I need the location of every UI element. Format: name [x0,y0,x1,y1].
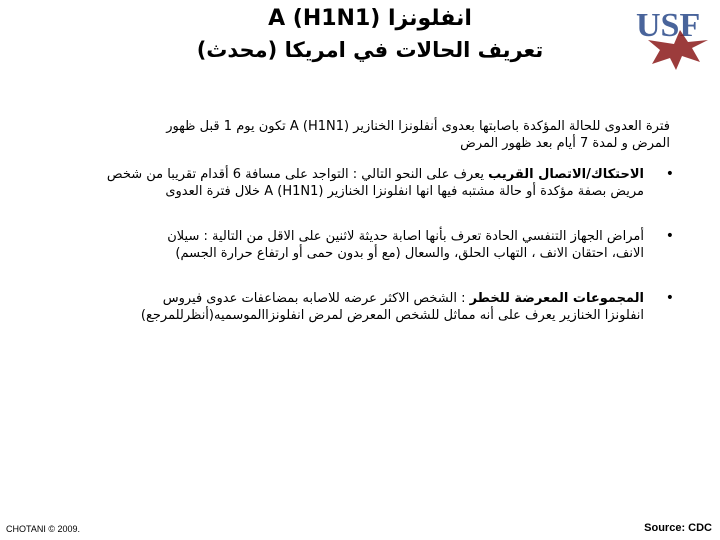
svg-text:USF: USF [636,7,701,44]
bullet-dot: • [665,290,674,306]
bullet-dot: • [665,166,674,182]
bullet-line-2: الانف، احتقان الانف ، التهاب الحلق، والسعال (مع أو بدون حمى أو ارتفاع حرارة الجسم) [175,246,644,261]
bullet-item [40,228,690,262]
bullet-dot: • [665,228,674,244]
copyright-footer: CHOTANI © 2009. [6,524,80,534]
bullet-text: : الشخص الاكثر عرضه للاصابه بمضاعفات عدوى فيروس [162,291,470,306]
intro-line-2: المرض و لمدة 7 أيام بعد ظهور المرض [460,136,670,151]
bullet-item [40,290,690,324]
source-footer: Source: CDC [644,522,712,534]
slide-title: انفلونزا A (H1N1) [268,6,472,31]
intro-line-1: فترة العدوى للحالة المؤكدة باصابتها بعدوى أنفلونزا الخنازير A (H1N1) تكون يوم 1 قبل ظهور [166,119,670,134]
intro-paragraph [40,118,670,152]
bullet-line-1 [40,290,644,307]
bullet-term: المجموعات المعرضة للخطر [469,291,644,306]
bullet-line-1: أمراض الجهاز التنفسي الحادة تعرف بأنها اصابة حديثة لاثنين على الاقل من التالية : سيلان [167,229,644,244]
bullet-term: الاحتكاك/الاتصال القريب [488,167,644,182]
bullet-item [40,166,690,200]
bullet-line-1 [40,166,644,183]
slide-subtitle: تعريف الحالات في امريكا (محدث) [196,38,544,62]
bullet-list [40,166,690,324]
slide-body [40,118,690,352]
usf-logo [630,0,720,72]
bullet-text: يعرف على النحو التالي : التواجد على مسافة 6 أقدام تقريبا من شخص [106,167,489,182]
bullet-line-2: مريض بصفة مؤكدة أو حالة مشتبه فيها انها انفلونزا الخنازير A (H1N1) خلال فترة العدوى [165,184,644,199]
bullet-line-2: انفلونزا الخنازير يعرف على أنه مماثل للشخص المعرض لمرض انفلونزاالموسميه(أنظرللمرجع) [140,308,644,323]
